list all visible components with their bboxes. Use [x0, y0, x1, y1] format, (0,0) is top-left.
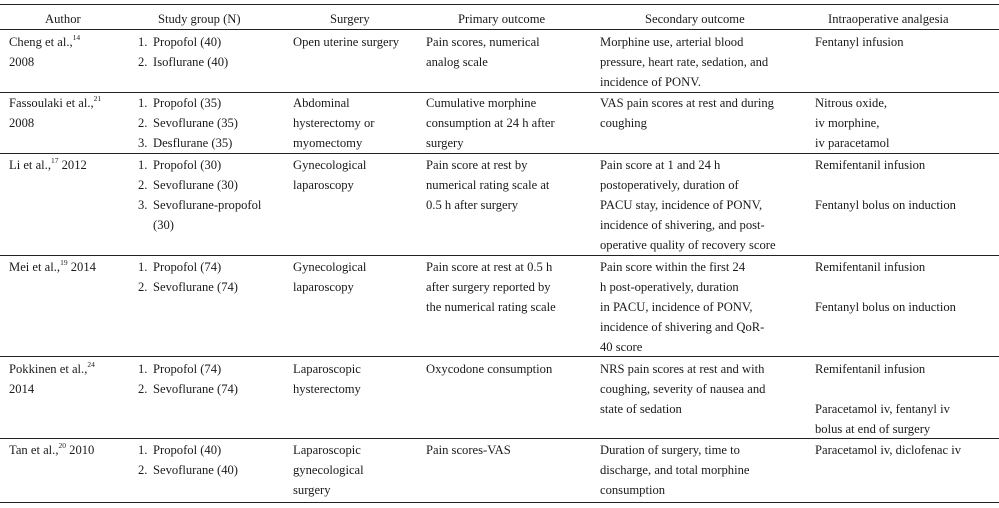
secondary-outcome-cell: VAS pain scores at rest and during coughing [600, 96, 774, 130]
author-cell [9, 440, 127, 460]
group-item: 1. Propofol (30) [138, 158, 222, 172]
group-item: 1. Propofol (40) [138, 35, 222, 49]
secondary-outcome-cell: Pain score within the first 24 h post-operatively, duration in PACU, incidence of PONV, incidence of shivering and QoR- 40 score [600, 260, 765, 354]
primary-outcome-cell: Oxycodone consumption [426, 362, 553, 376]
surgery-cell: Gynecological laparoscopy [293, 260, 367, 294]
author-cell [9, 155, 127, 175]
row-rule [0, 356, 999, 357]
header-study-group: Study group (N) [158, 12, 241, 26]
study-group-cell [138, 359, 288, 399]
author-year: 2014 [70, 260, 96, 274]
row-rule [0, 255, 999, 256]
row-rule [0, 153, 999, 154]
header-author: Author [45, 12, 81, 26]
author-ref: 19 [60, 257, 68, 267]
author-year: 2008 [9, 116, 35, 130]
analgesia-cell: Paracetamol iv, diclofenac iv [815, 443, 962, 457]
primary-outcome-cell: Pain scores, numerical analog scale [426, 35, 540, 69]
group-item: 2. Isoflurane (40) [138, 55, 229, 69]
author-name: Pokkinen et al., [9, 362, 88, 376]
study-group-cell [138, 155, 288, 235]
group-item: 2. Sevoflurane (35) [138, 116, 238, 130]
group-item: 2. Sevoflurane (74) [138, 382, 238, 396]
author-year: 2010 [69, 443, 95, 457]
group-item: 1. Propofol (35) [138, 96, 222, 110]
primary-outcome-cell: Pain scores-VAS [426, 443, 511, 457]
author-name: Fassoulaki et al., [9, 96, 94, 110]
bottom-rule [0, 502, 999, 503]
secondary-outcome-cell: Pain score at 1 and 24 h postoperatively, duration of PACU stay, incidence of PONV, incidence of shivering, and post- operative quality of recovery score [600, 158, 776, 252]
author-ref: 21 [93, 93, 102, 103]
primary-outcome-cell: Cumulative morphine consumption at 24 h after surgery [426, 96, 555, 150]
author-cell [9, 32, 127, 72]
study-group-cell [138, 93, 288, 153]
author-year: 2008 [9, 55, 35, 69]
group-item: 2. Sevoflurane (40) [138, 463, 238, 477]
primary-outcome-cell: Pain score at rest by numerical rating scale at 0.5 h after surgery [426, 158, 550, 212]
author-cell [9, 93, 127, 133]
group-item: 2. Sevoflurane (74) [138, 280, 238, 294]
author-name: Mei et al., [9, 260, 61, 274]
primary-outcome-cell: Pain score at rest at 0.5 h after surgery reported by the numerical rating scale [426, 260, 556, 314]
author-cell [9, 359, 127, 399]
group-item: 2. Sevoflurane (30) [138, 178, 238, 192]
analgesia-cell: Nitrous oxide, iv morphine, iv paracetamol [815, 96, 890, 150]
analgesia-cell: Remifentanil infusion Paracetamol iv, fentanyl iv bolus at end of surgery [815, 362, 950, 436]
author-ref: 14 [72, 32, 81, 42]
author-ref: 24 [87, 359, 95, 369]
group-item-continued: (30) [153, 218, 174, 232]
group-item: 3. Sevoflurane-propofol [138, 198, 262, 212]
header-rule [0, 29, 999, 30]
group-item: 1. Propofol (74) [138, 260, 222, 274]
study-group-cell [138, 440, 288, 480]
surgery-cell: Laparoscopic hysterectomy [293, 362, 361, 396]
header-analgesia: Intraoperative analgesia [828, 12, 949, 26]
secondary-outcome-cell: Duration of surgery, time to discharge, and total morphine consumption [600, 443, 750, 497]
secondary-outcome-cell: Morphine use, arterial blood pressure, heart rate, sedation, and incidence of PONV. [600, 35, 769, 89]
row-rule [0, 438, 999, 439]
author-cell [9, 257, 127, 277]
analgesia-cell: Fentanyl infusion [815, 35, 904, 49]
group-item: 1. Propofol (74) [138, 362, 222, 376]
analgesia-cell: Remifentanil infusion Fentanyl bolus on induction [815, 158, 956, 212]
secondary-outcome-cell: NRS pain scores at rest and with coughing, severity of nausea and state of sedation [600, 362, 766, 416]
study-group-cell [138, 257, 288, 297]
surgery-cell: Open uterine surgery [293, 35, 400, 49]
author-name: Li et al., [9, 158, 51, 172]
header-surgery: Surgery [330, 12, 370, 26]
author-year: 2014 [9, 382, 35, 396]
author-year: 2012 [61, 158, 87, 172]
author-name: Tan et al., [9, 443, 59, 457]
group-item: 1. Propofol (40) [138, 443, 222, 457]
author-name: Cheng et al., [9, 35, 73, 49]
top-rule [0, 4, 999, 5]
surgery-cell: Abdominal hysterectomy or myomectomy [293, 96, 375, 150]
author-ref: 17 [50, 155, 59, 165]
header-secondary-outcome: Secondary outcome [645, 12, 745, 26]
surgery-cell: Gynecological laparoscopy [293, 158, 367, 192]
header-primary-outcome: Primary outcome [458, 12, 546, 26]
author-ref: 20 [58, 440, 66, 450]
surgery-cell: Laparoscopic gynecological surgery [293, 443, 364, 497]
study-group-cell [138, 32, 288, 72]
group-item: 3. Desflurane (35) [138, 136, 233, 150]
analgesia-cell: Remifentanil infusion Fentanyl bolus on induction [815, 260, 956, 314]
